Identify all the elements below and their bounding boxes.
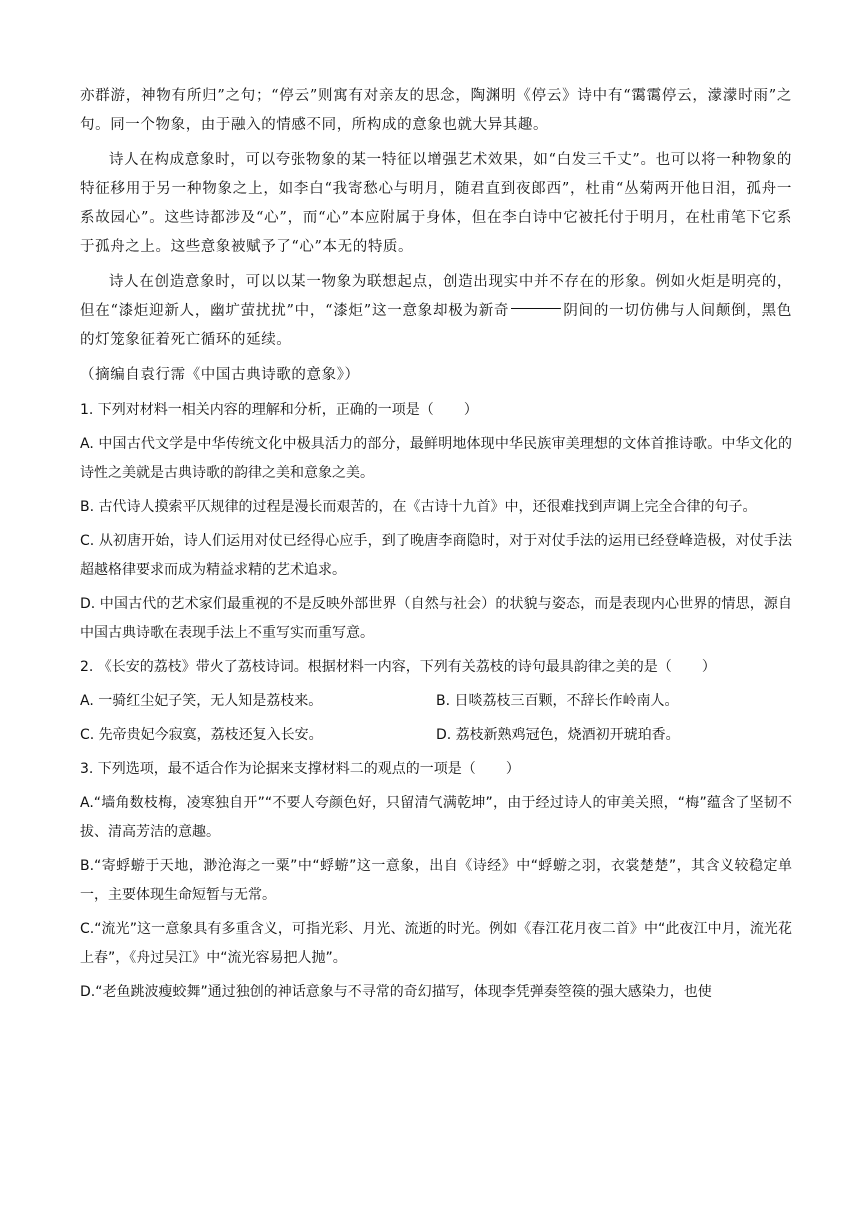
question-1 xyxy=(80,396,792,648)
question-1-option-a: A. 中国古代文学是中华传统文化中极具活力的部分，最鲜明地体现中华民族审美理想的文体首推诗歌。中华文化的诗性之美就是古典诗歌的韵律之美和意象之美。 xyxy=(80,436,792,481)
question-3-option-a: A.“墙角数枝梅，凌寒独自开”“不要人夸颜色好，只留清气满乾坤”，由于经过诗人的审美关照，“梅”蕴含了坚韧不拔、清高芳洁的意趣。 xyxy=(80,795,792,840)
question-2-options-row-2 xyxy=(80,721,792,750)
passage-paragraph-2: 诗人在构成意象时，可以夸张物象的某一特征以增强艺术效果，如“白发三千丈”。也可以将一种物象的特征移用于另一种物象之上，如李白“我寄愁心与明月，随君直到夜郎西”，杜甫“丛菊两开他日泪，孤舟一系故园心”。这些诗都涉及“心”，而“心”本应附属于身体，但在李白诗中它被托付于明月，在杜甫笔下它系于孤舟之上。这些意象被赋予了“心”本无的特质。 xyxy=(80,152,792,255)
question-2-option-a: A. 一骑红尘妃子笑，无人知是荔枝来。 xyxy=(80,693,323,709)
question-1-option-d: D. 中国古代的艺术家们最重视的不是反映外部世界（自然与社会）的状貌与姿态，而是表现内心世界的情思，源自中国古典诗歌在表现手法上不重写实而重写意。 xyxy=(80,596,792,641)
passage-paragraph-3-part-1: 诗人在创造意象时，可以以某一物象为联想起点，创造出现实中并不存在的形象。例如火炬是明亮的，但在“漆炬迎新人，幽圹萤扰扰”中，“漆炬”这一意象却极为新奇 xyxy=(80,274,792,319)
question-2-option-d: D. 荔枝新熟鸡冠色，烧酒初开琥珀香。 xyxy=(436,727,680,743)
question-2 xyxy=(80,653,792,750)
question-2-stem: 2. 《长安的荔枝》带火了荔枝诗词。根据材料一内容，下列有关荔枝的诗句最具韵律之美的是（ ） xyxy=(80,659,716,675)
question-1-option-c: C. 从初唐开始，诗人们运用对仗已经得心应手，到了晚唐李商隐时，对于对仗手法的运用已经登峰造极，对仗手法超越格律要求而成为精益求精的艺术追求。 xyxy=(80,533,792,578)
question-2-option-b: B. 日啖荔枝三百颗，不辞长作岭南人。 xyxy=(436,693,679,709)
reading-passage xyxy=(80,82,792,390)
question-1-option-b: B. 古代诗人摸索平仄规律的过程是漫长而艰苦的，在《古诗十九首》中，还很难找到声调上完全合律的句子。 xyxy=(80,499,757,515)
exam-page xyxy=(80,82,792,1012)
question-3 xyxy=(80,755,792,1007)
passage-paragraph-3-part-2: 阴间的一切仿佛与人间颠倒，黑色的灯笼象征着死亡循环的延续。 xyxy=(80,303,792,348)
question-3-option-b: B.“寄蜉蝣于天地，渺沧海之一粟”中“蜉蝣”这一意象，出自《诗经》中“蜉蝣之羽，衣裳楚楚”，其含义较稳定单一，主要体现生命短暂与无常。 xyxy=(80,858,792,903)
passage-paragraph-3 xyxy=(80,268,792,355)
question-3-option-d: D.“老鱼跳波瘦蛟舞”通过独创的神话意象与不寻常的奇幻描写，体现李凭弹奏箜篌的强大感染力，也使 xyxy=(80,984,712,1000)
question-3-option-c: C.“流光”这一意象具有多重含义，可指光彩、月光、流逝的时光。例如《春江花月夜二首》中“此夜江中月，流光花上春”，《舟过吴江》中“流光容易把人抛”。 xyxy=(80,921,792,966)
question-1-stem: 1. 下列对材料一相关内容的理解和分析，正确的一项是（ ） xyxy=(80,402,478,418)
passage-paragraph-1: 亦群游，神物有所归”之句；“停云”则寓有对亲友的思念，陶渊明《停云》诗中有“霭霭停云，濛濛时雨”之句。同一个物象，由于融入的情感不同，所构成的意象也就大异其趣。 xyxy=(80,88,792,133)
passage-source: （摘编自袁行霈《中国古典诗歌的意象》） xyxy=(80,367,360,383)
question-3-stem: 3. 下列选项，最不适合作为论据来支撑材料二的观点的一项是（ ） xyxy=(80,761,520,777)
em-dash xyxy=(511,308,561,309)
question-2-options-row-1 xyxy=(80,687,792,716)
question-2-option-c: C. 先帝贵妃今寂寞，荔枝还复入长安。 xyxy=(80,727,323,743)
